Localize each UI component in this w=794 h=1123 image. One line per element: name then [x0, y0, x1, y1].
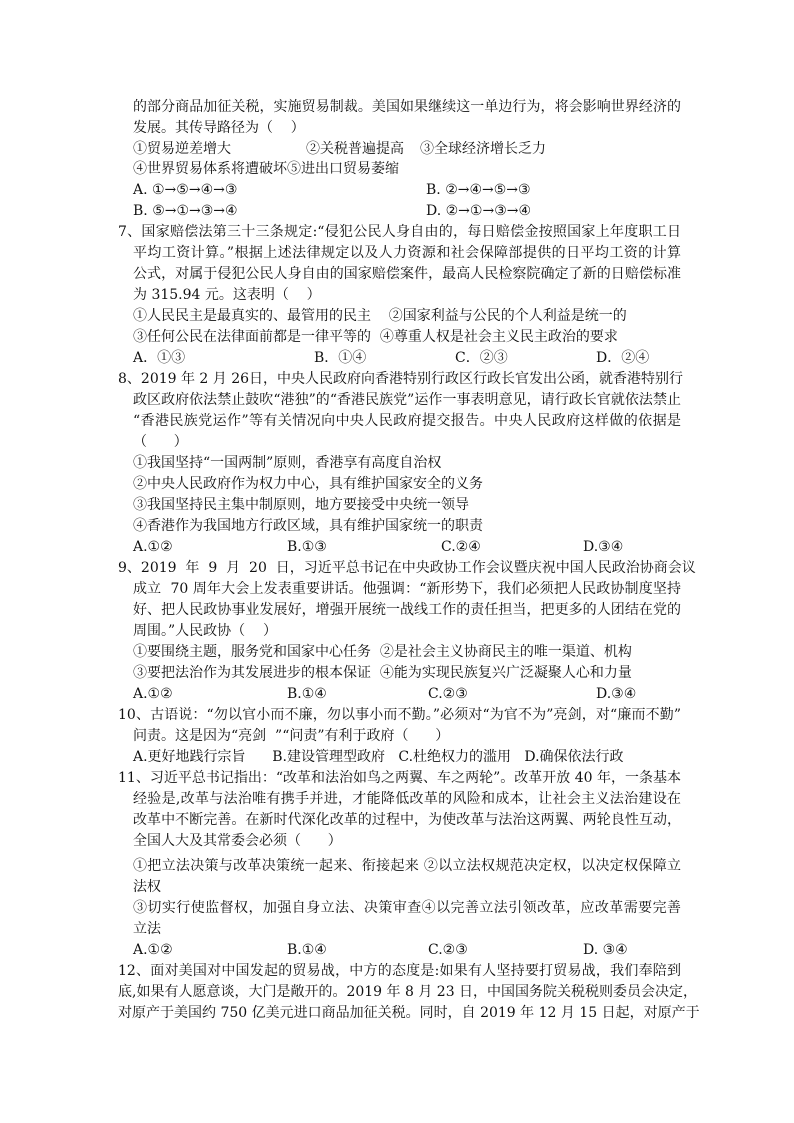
q12-stem-line-3: 对原产于美国约 750 亿美元进口商品加征关税。同时，自 2019 年 12 月 15 日起，对原产于 [118, 1005, 700, 1021]
q9-statements-3-4: ③要把法治作为其发展进步的根本保证 ④能为实现民族复兴广泛凝聚人心和力量 [133, 665, 632, 681]
q8-stem-line-3: “香港民族党运作”等有关情况向中央人民政府提交报告。中央人民政府这样做的依据是 [133, 413, 681, 429]
q10-stem-line-1: 10、古语说：“勿以官小而不廉，勿以事小而不勤。”必须对“为官不为”亮剑，对“廉而不勤” [118, 707, 681, 723]
q8-stem-line-1: 8、2019 年 2 月 26日，中央人民政府向香港特别行政区行政长官发出公函，就香港特别行 [118, 371, 684, 387]
q8-statement-2: ②中央人民政府作为权力中心，具有维护国家安全的义务 [133, 476, 483, 492]
q9-stem-line-3: 好、把人民政协事业发展好，增强开展统一战线工作的责任担当，把更多的人团结在党的 [133, 602, 681, 618]
q10-stem-line-2: 问责。这是因为“亮剑 ”“问责”有利于政府（ ） [133, 728, 450, 744]
q11-stem-line-1: 11、习近平总书记指出：“改革和法治如鸟之两翼、车之两轮”。改革开放 40 年，一条基本 [118, 770, 681, 786]
q7-option-a[interactable]: A．①③ [133, 350, 186, 366]
q6-statement-1: ①贸易逆差增大 [133, 141, 231, 157]
q6-option-c[interactable]: B. ⑤→①→③→④ [133, 203, 238, 219]
q11-statements-1-2-cont: 法权 [133, 879, 161, 895]
q8-statement-3: ③我国坚持民主集中制原则，地方要接受中央统一领导 [133, 497, 469, 513]
q11-statements-1-2: ①把立法决策与改革决策统一起来、衔接起来 ②以立法权规范决定权，以决定权保障立 [133, 858, 681, 874]
q8-option-b[interactable]: B.①③ [287, 539, 327, 555]
q9-statements-1-2: ①要围绕主题，服务党和国家中心任务 ②是社会主义协商民主的唯一渠道、机构 [133, 644, 632, 660]
q7-stem-line-3: 公式，对属于侵犯公民人身自由的国家赔偿案件，最高人民检察院确定了新的日赔偿标准 [133, 266, 681, 282]
q7-statements-3-4: ③任何公民在法律面前都是一律平等的 ④尊重人权是社会主义民主政治的要求 [133, 329, 618, 345]
q9-stem-line-2: 成立 70 周年大会上发表重要讲话。他强调：“新形势下，我们必须把人民政协制度坚持 [133, 581, 681, 597]
q11-option-a[interactable]: A.①② [133, 942, 173, 958]
q7-statements-1-2: ①人民民主是最真实的、最管用的民主 ②国家利益与公民的个人利益是统一的 [133, 308, 627, 324]
q8-option-a[interactable]: A.①② [133, 539, 173, 555]
q6-option-b[interactable]: B. ②→④→⑤→③ [426, 182, 531, 198]
q11-stem-line-3: 改革中不断完善。在新时代深化改革的过程中，为使改革与法治这两翼、两轮良性互动， [133, 812, 681, 828]
q6-statement-2: ②关税普遍提高 [306, 141, 404, 157]
q9-option-c[interactable]: C.②③ [428, 686, 468, 702]
q12-stem-line-2: 底,如果有人愿意谈，大门是敞开的。2019 年 8 月 23 日，中国国务院关税税则委员会决定， [118, 984, 698, 1000]
q11-option-b[interactable]: B.①④ [287, 942, 327, 958]
q8-stem-line-2: 政区政府依法禁止鼓吹“港独”的“香港民族党”运作一事表明意见，请行政长官就依法禁止 [133, 392, 681, 408]
q7-stem-line-4: 为 315.94 元。这表明（ ） [133, 287, 321, 303]
q6-stem-line-1: 的部分商品加征关税，实施贸易制裁。美国如果继续这一单边行为，将会影响世界经济的 [133, 99, 681, 115]
q8-option-c[interactable]: C.②④ [441, 539, 481, 555]
q7-option-c[interactable]: C．②③ [455, 350, 508, 366]
q8-option-d[interactable]: D.③④ [583, 539, 624, 555]
q9-stem-line-4: 周围。”人民政协（ ） [133, 623, 277, 639]
q8-statement-4: ④香港作为我国地方行政区域，具有维护国家统一的职责 [133, 518, 483, 534]
q9-option-a[interactable]: A.①② [133, 686, 173, 702]
q11-option-c[interactable]: C.②③ [428, 942, 468, 958]
q7-option-d[interactable]: D．②④ [596, 350, 650, 366]
q9-option-d[interactable]: D.③④ [596, 686, 637, 702]
q9-stem-line-1: 9、2019 年 9 月 20 日，习近平总书记在中央政协工作会议暨庆祝中国人民政治协商会议 [118, 560, 696, 576]
q10-options[interactable]: A.更好地践行宗旨 B.建设管理型政府 C.杜绝权力的滥用 D.确保依法行政 [133, 749, 624, 765]
q11-stem-line-4: 全国人大及其常委会必须（ ） [133, 833, 342, 849]
q6-statement-3: ③全球经济增长乏力 [420, 141, 546, 157]
q11-option-d[interactable]: D. ③④ [583, 942, 628, 958]
q7-stem-line-2: 平均工资计算。”根据上述法律规定以及人力资源和社会保障部提供的日平均工资的计算 [133, 245, 681, 261]
q6-stem-line-2: 发展。其传导路径为（ ） [133, 120, 305, 136]
q8-stem-line-4: （ ） [133, 434, 188, 450]
q6-statement-4-5: ④世界贸易体系将遭破坏⑤进出口贸易萎缩 [133, 161, 399, 177]
q6-option-d[interactable]: D. ②→①→③→④ [426, 203, 532, 219]
q9-option-b[interactable]: B.①④ [287, 686, 327, 702]
q11-statements-3-4: ③切实行使监督权，加强自身立法、决策审查④以完善立法引领改革，应改革需要完善 [133, 900, 681, 916]
q12-stem-line-1: 12、面对美国对中国发起的贸易战，中方的态度是:如果有人坚持要打贸易战，我们奉陪到 [118, 963, 681, 979]
q8-statement-1: ①我国坚持“一国两制”原则，香港享有高度自治权 [133, 455, 442, 471]
q11-stem-line-2: 经验是,改革与法治唯有携手并进，才能降低改革的风险和成本，让社会主义法治建设在 [133, 791, 681, 807]
q7-option-b[interactable]: B．①④ [314, 350, 367, 366]
q7-stem-line-1: 7、国家赔偿法第三十三条规定:“侵犯公民人身自由的，每日赔偿金按照国家上年度职工日 [118, 224, 681, 240]
q6-option-a[interactable]: A. ①→⑤→④→③ [133, 182, 238, 198]
q11-statements-3-4-cont: 立法 [133, 921, 161, 937]
